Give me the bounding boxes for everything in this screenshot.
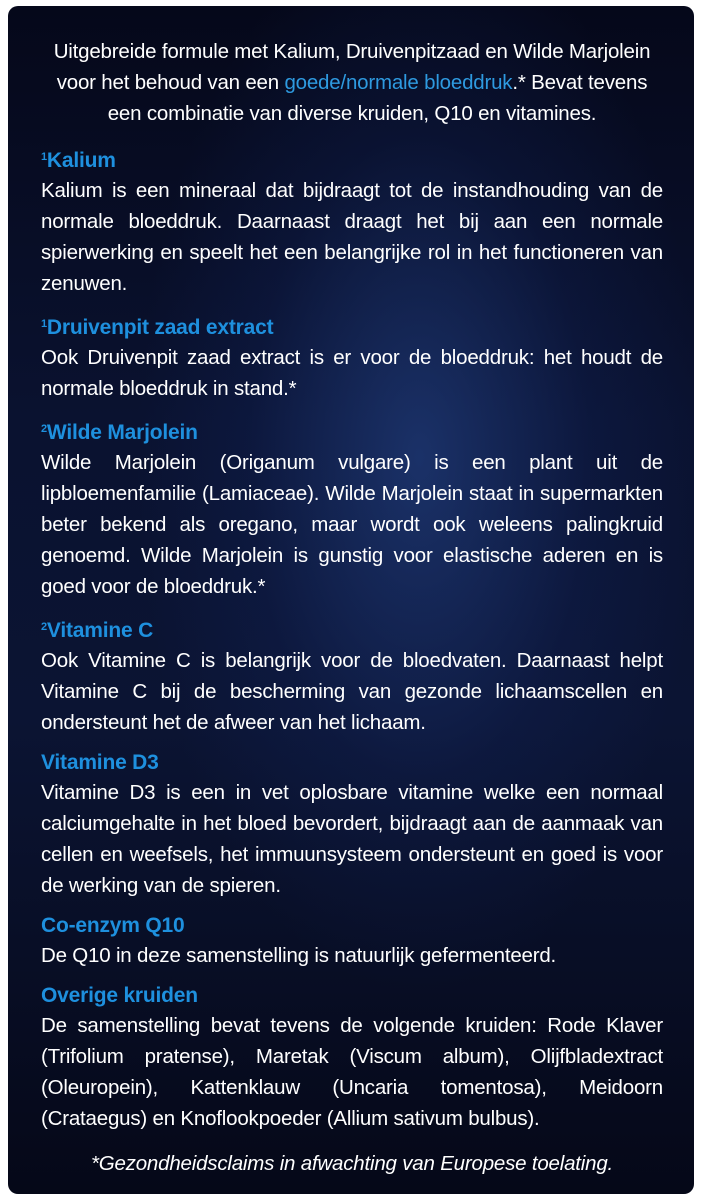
footnote-marker: 2	[41, 423, 47, 435]
section-heading	[41, 982, 663, 1010]
section-title: Kalium	[46, 149, 116, 172]
section-title: Vitamine C	[46, 619, 154, 642]
section-body: De Q10 in deze samenstelling is natuurlijk gefermenteerd.	[41, 944, 557, 967]
section-druivenpit	[41, 310, 663, 404]
content	[41, 36, 663, 1194]
section-body: Vitamine D3 is een in vet oplosbare vitamine welke een normaal calciumgehalte in het bloed bevordert, bijdraagt aan de aanmaak van cellen en weefsels, het immuunsysteem ondersteunt en goed is voor de werking van de spieren.	[41, 781, 663, 897]
disclaimer: *Gezondheidsclaims in afwachting van Europese toelating.	[90, 1152, 614, 1175]
section-heading	[41, 912, 663, 940]
section-title: Druivenpit zaad extract	[46, 316, 274, 339]
section-heading	[41, 143, 663, 175]
section-title: Wilde Marjolein	[46, 421, 198, 444]
section-heading	[41, 749, 663, 777]
footnote-marker: 1	[41, 151, 47, 163]
footnote-marker: 1	[41, 318, 47, 330]
section-body: De samenstelling bevat tevens de volgende kruiden: Rode Klaver (Trifolium pratense), Maretak (Viscum album), Olijfbladextract (Oleuropein), Kattenklauw (Uncaria tomentosa), Meidoorn (Crataegus) en Knoflookpoeder (Allium sativum bulbus).	[41, 1014, 663, 1130]
section-overige-kruiden	[41, 982, 663, 1134]
section-kalium	[41, 143, 663, 299]
section-co-enzym-q10	[41, 912, 663, 971]
intro-text-1: Uitgebreide formule met Kalium, Druivenpitzaad en Wilde Marjolein voor het behoud van een	[53, 40, 651, 94]
section-title: Vitamine D3	[41, 751, 159, 774]
section-vitamine-c	[41, 613, 663, 738]
section-body: Kalium is een mineraal dat bijdraagt tot de instandhouding van de normale bloeddruk. Daarnaast draagt het bij aan een normale spierwerking en speelt het een belangrijke rol in het functioneren van zenuwen.	[41, 179, 663, 295]
footnote-marker: 2	[41, 621, 47, 633]
section-heading	[41, 310, 663, 342]
section-heading	[41, 613, 663, 645]
product-info-panel	[8, 6, 694, 1194]
section-title: Overige kruiden	[41, 984, 198, 1007]
section-heading	[41, 415, 663, 447]
section-body: Ook Vitamine C is belangrijk voor de bloedvaten. Daarnaast helpt Vitamine C bij de bescherming van gezonde lichaamscellen en ondersteunt het de afweer van het lichaam.	[41, 649, 663, 734]
section-wilde-marjolein	[41, 415, 663, 602]
section-title: Co-enzym Q10	[41, 914, 185, 937]
intro-paragraph	[41, 36, 663, 129]
section-vitamine-d3	[41, 749, 663, 901]
intro-highlight: goede/normale bloeddruk	[284, 71, 513, 94]
section-body: Wilde Marjolein (Origanum vulgare) is een plant uit de lipbloemenfamilie (Lamiaceae). Wilde Marjolein staat in supermarkten beter bekend als oregano, maar wordt ook weleens palingkruid genoemd. Wilde Marjolein is gunstig voor elastische aderen en is goed voor de bloeddruk.*	[41, 451, 663, 598]
intro-text-2: .* Bevat tevens een combinatie van diverse kruiden, Q10 en vitamines.	[107, 71, 648, 125]
section-body: Ook Druivenpit zaad extract is er voor de bloeddruk: het houdt de normale bloeddruk in stand.*	[41, 346, 663, 400]
